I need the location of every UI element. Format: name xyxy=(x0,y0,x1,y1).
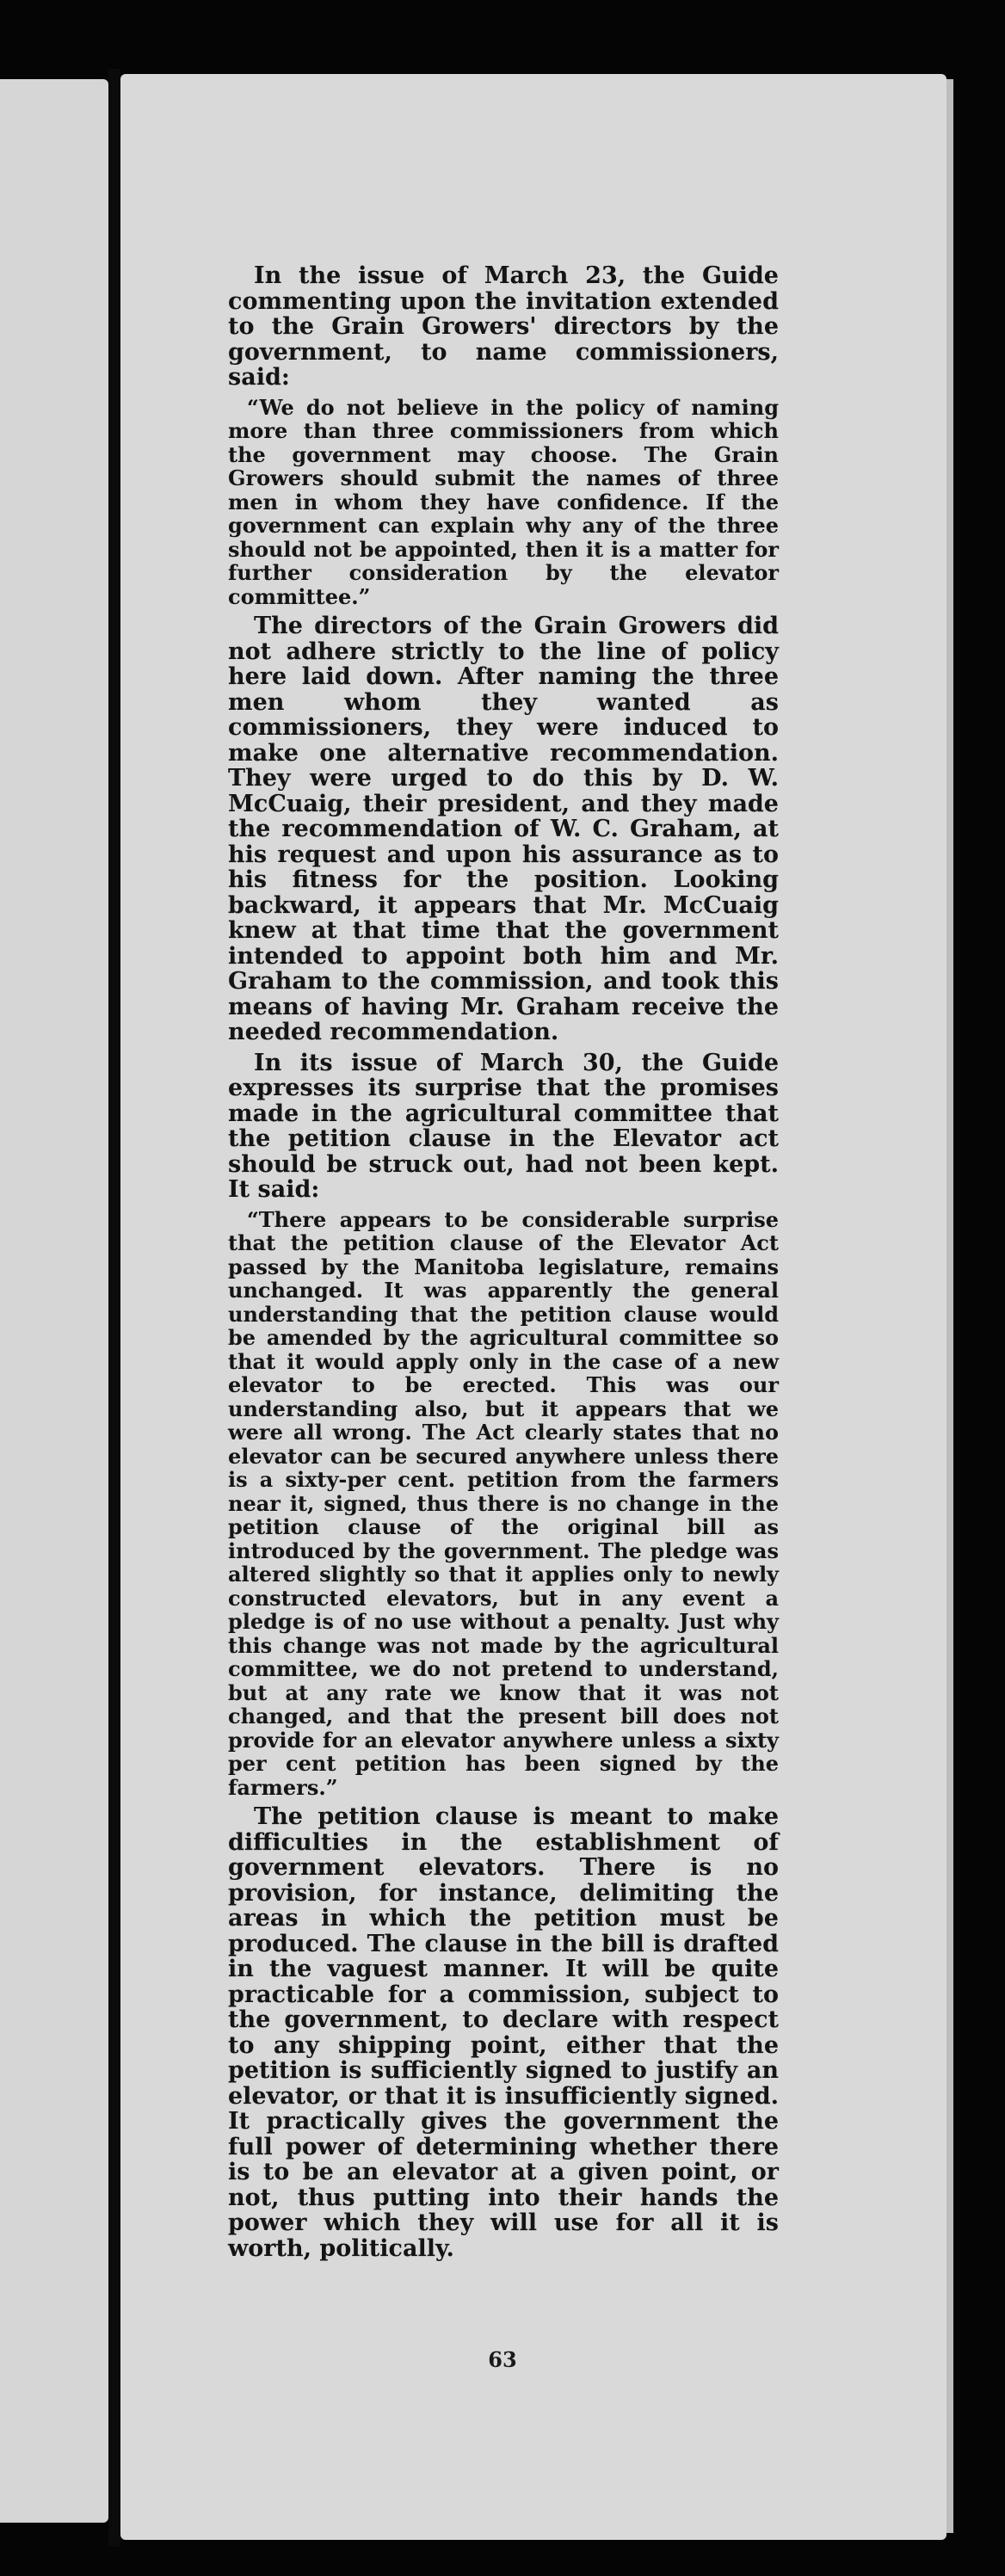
facing-page-edge xyxy=(0,79,108,2523)
book-gutter xyxy=(108,69,120,2547)
quoted-paragraph: “We do not believe in the policy of naming more than three commissioners from which the government may choose. The Grain Growers should submit the names of three men in whom they have confidence. If the government can explain why any of the three should not be appointed, then it is a matter for further consideration by the elevator committee.” xyxy=(228,394,779,609)
paragraph: The petition clause is meant to make difficulties in the establishment of government elevators. There is no provision, for instance, delimiting the areas in which the petition must be produced. The clause in the bill is drafted in the vaguest manner. It will be quite practicable for a commission, subject to the government, to declare with respect to any shipping point, either that the petition is sufficiently signed to justify an elevator, or that it is insufficiently signed. It practically gives the government the full power of determining whether there is to be an elevator at a given point, or not, thus putting into their hands the power which they will use for all it is worth, politically. xyxy=(228,1803,779,2262)
paragraph: In its issue of March 30, the Guide expresses its surprise that the promises made in the agricultural committee that the petition clause in the Elevator act should be struck out, had not been kept. It said: xyxy=(228,1049,779,1203)
page-number: 63 xyxy=(488,2347,517,2372)
quoted-paragraph: “There appears to be considerable surprise that the petition clause of the Elevator Act passed by the Manitoba legislature, remains unchanged. It was apparently the general understanding that the petition clause would be amended by the agricultural committee so that it would apply only in the case of a new elevator to be erected. This was our understanding also, but it appears that we were all wrong. The Act clearly states that no elevator can be secured anywhere unless there is a sixty-per cent. petition from the farmers near it, signed, thus there is no change in the petition clause of the original bill as introduced by the government. The pledge was altered slightly so that it applies only to newly constructed elevators, but in any event a pledge is of no use without a penalty. Just why this change was not made by the agricultural committee, we do not pretend to understand, but at any rate we know that it was not changed, and that the present bill does not provide for an elevator anywhere unless a sixty per cent petition has been signed by the farmers.” xyxy=(228,1206,779,1800)
page-stack-edge xyxy=(946,79,953,2533)
paragraph: The directors of the Grain Growers did not adhere strictly to the line of policy here laid down. After naming the three men whom they wanted as commissioners, they were induced to make one alternative recommendation. They were urged to do this by D. W. McCuaig, their president, and they made the recommendation of W. C. Graham, at his request and upon his assurance as to his fitness for the position. Looking backward, it appears that Mr. McCuaig knew at that time that the government intended to appoint both him and Mr. Graham to the commission, and took this means of having Mr. Graham receive the needed recommendation. xyxy=(228,613,779,1045)
paragraph: In the issue of March 23, the Guide commenting upon the invitation extended to the Grain Growers' directors by the government, to name commissioners, said: xyxy=(228,262,779,391)
text-column xyxy=(228,263,779,2266)
